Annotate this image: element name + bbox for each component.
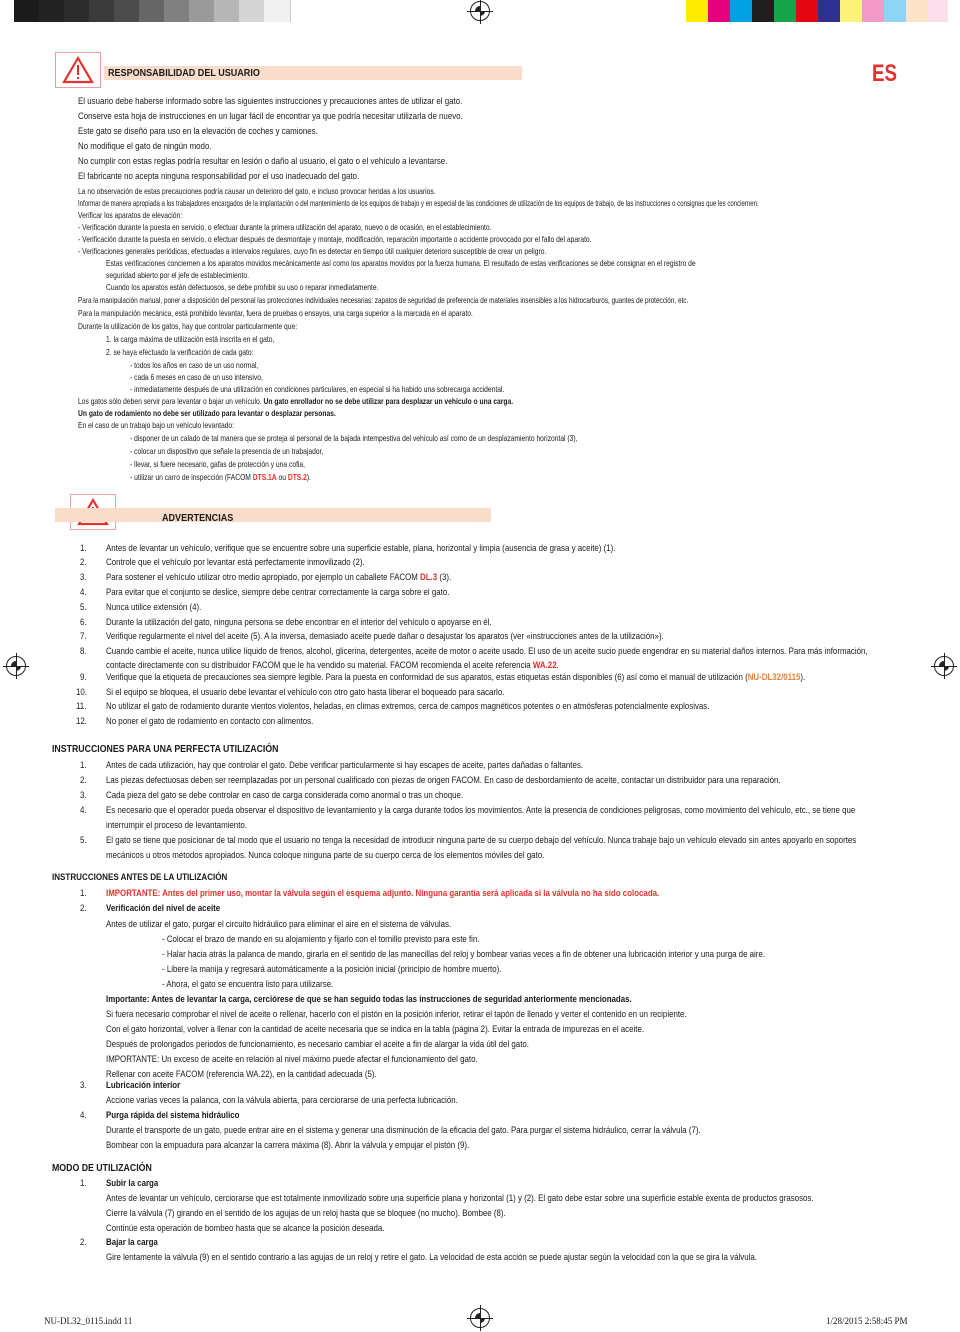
warning-item: Antes de levantar un vehículo, verifique que se encuentre sobre una superficie estable, plana, horizontal y limpia (ausencia de grasa y aceite) (1). [106,543,616,553]
warning-item: Para sostener el vehículo utilizar otro medio apropiado, por ejemplo un caballete FACOM DL.3 (3). [106,572,452,582]
body-line: Gire lentamente la válvula (9) en el sentido contrario a las agujas de un reloj y retire el gato. La velocidad de esta acción se puede ajustar según la velocidad con la que se gira la válvula. [106,1252,757,1262]
intro-line: - llevar, si fuere necesario, gafas de protección y una cofia, [130,460,306,469]
intro-line: - Verificación durante la puesta en servicio, o efectuar durante la primera utilización del aparato, nuevo o de ocasión, en el establecimiento. [78,223,492,232]
list-number: 1. [80,760,87,770]
intro-line: - Verificaciones generales periódicas, efectuadas a intervalos regulares, cuyo fin es detectar en tiempo útil cualquier deterioro susceptible de crear un peligro. [78,247,547,256]
intro-line: Para la manipulación manual, poner a disposición del personal las protecciones individuales necesarias: zapatos de seguridad de preferencia de materiales insensibles a los hidrocarburos, guantes de protección, etc. [78,296,689,305]
warning-item: Verifique que la etiqueta de precauciones sea siempre legible. Para la puesta en conformidad de sus aparatos, estas etiquetas están disponibles (6) así como el manual de utilización (NU-DL32/0115). [106,672,806,682]
section-title-antes: INSTRUCCIONES ANTES DE LA UTILIZACIÓN [52,872,228,883]
intro-line: Durante la utilización de los gatos, hay que controlar particularmente que: [78,322,298,331]
warning-item: Cuando cambie el aceite, nunca utilice líquido de frenos, alcohol, glicerina, detergentes, aceite de motor o aceite usado. El uso de un aceite sucio puede engendrar en su material daños internos. Para más información, [106,646,868,656]
footer-timestamp: 1/28/2015 2:58:45 PM [826,1316,908,1326]
list-number: 3. [80,572,87,582]
intro-line: Un gato de rodamiento no debe ser utilizado para levantar o desplazar personas. [78,409,336,418]
list-number: 6. [80,617,87,627]
intro-line: 2. se haya efectuado la verificación de cada gato: [106,348,254,357]
intro-line: La no observación de estas precauciones podría causar un deterioro del gato, e incluso provocar heridas a los usuarios. [78,187,436,196]
warning-triangle-icon [56,53,100,87]
intro-line: seguridad abierto por el jefe de establecimiento. [106,271,249,280]
intro-line: 1. la carga máxima de utilización está inscrita en el gato, [106,335,275,344]
body-line: Durante el transporte de un gato, puede entrar aire en el sistema y generar una disminución de la eficacia del gato. Para purgar el sistema hidráulico, cerrar la válvula (7). [106,1125,701,1135]
warning-item-continued: contacte directamente con su distribuidor FACOM que le ha vendido su material. FACOM recomienda el aceite referencia WA.22. [106,660,559,670]
intro-line: - colocar un dispositivo que señale la presencia de un trabajador, [130,447,324,456]
body-line: Si fuera necesario comprobar el nivel de aceite o rellenar, hacerlo con el pistón en la posición inferior, retirar el tapón de llenado y verter el contenido en un recipiente. [106,1009,687,1019]
intro-line: No modifique el gato de ningún modo. [78,141,212,151]
body-line: IMPORTANTE: Un exceso de aceite en relación al nivel máximo puede afectar el funcionamiento del gato. [106,1054,478,1064]
list-number: 1. [80,1178,87,1188]
intro-line: Conserve esta hoja de instrucciones en un lugar fácil de encontrar ya que podría necesitar utilizarla de nuevo. [78,111,463,121]
subheading: Lubricación interior [106,1080,181,1090]
body-line: Antes de utilizar el gato, purgar el circuito hidráulico para eliminar el aire en el sistema de válvulas. [106,919,452,929]
footer-filename: NU-DL32_0115.indd 11 [44,1316,133,1326]
intro-line: - cada 6 meses en caso de un uso intensivo, [130,373,263,382]
list-number: 4. [80,587,87,597]
list-number: 2. [80,1237,87,1247]
list-number: 8. [80,646,87,656]
warning-item: Si el equipo se bloquea, el usuario debe levantar el vehículo con otro gato hasta liberar el boqueado para sacarlo. [106,687,505,697]
language-badge: ES [872,60,897,87]
list-number: 7. [80,631,87,641]
intro-line: Para la manipulación mecánica, está prohibido levantar, fuera de pruebas o ensayos, una carga superior a la marcada en el aparato. [78,309,473,318]
warning-item: Durante la utilización del gato, ninguna persona se debe encontrar en el interior del vehículo o apoyarse en él. [106,617,492,627]
body-line: Accione varias veces la palanca, con la válvula abierta, para cerciorarse de una perfecta lubricación. [106,1095,458,1105]
grayscale-calibration-bar [14,0,290,22]
warning-item: No poner el gato de rodamiento en contacto con alimentos. [106,716,314,726]
registration-mark-top [470,1,490,21]
list-number: 2. [80,557,87,567]
list-number: 10. [76,687,87,697]
subheading: Purga rápida del sistema hidráulico [106,1110,240,1120]
list-number: 1. [80,888,87,898]
intro-line: - utilizar un carro de inspección (FACOM DTS.1A ou DTS.2). [130,473,312,482]
intro-line: Estas verificaciones conciernen a los aparatos movidos mecánicamente así como los aparatos movidos por la fuerza humana. El resultado de estas verificaciones se debe consignar en el registro de [106,259,696,268]
body-line: Rellenar con aceite FACOM (referencia WA.22), en la cantidad adecuada (5). [106,1069,377,1079]
section-header-bar [55,508,491,522]
body-line: Antes de levantar un vehículo, cerciorarse que est totalmente inmovilizado sobre una superficie plana y horizontal (1) y (2). El gato debe estar sobre una superficie estable exenta de productos grasosos. [106,1193,814,1203]
warning-item: Controle que el vehículo por levantar está perfectamente inmovilizado (2). [106,557,365,567]
warning-item: Para evitar que el conjunto se deslice, siempre debe centrar correctamente la carga sobre el gato. [106,587,450,597]
list-number: 2. [80,775,87,785]
important-notice: IMPORTANTE: Antes del primer uso, montar la válvula según el esquema adjunto. Ninguna garantía será aplicada si la válvula no ha sido colocada. [106,888,660,898]
warning-item: Nunca utilice extensión (4). [106,602,202,612]
intro-line: El fabricante no acepta ninguna responsabilidad por el uso inadecuado del gato. [78,171,360,181]
list-number: 1. [80,543,87,553]
section-title-modo: MODO DE UTILIZACIÓN [52,1163,152,1174]
list-number: 11. [76,701,87,711]
registration-mark-right [934,656,954,676]
registration-mark-left [6,656,26,676]
subheading: Bajar la carga [106,1237,158,1247]
list-number: 9. [80,672,87,682]
list-number: 4. [80,805,87,815]
body-line: Bombear con la empuadura para alcanzar la carrera máxima (8). Abrir la válvula y empujar el pistón (9). [106,1140,470,1150]
perfect-item: interrumpir el proceso de levantamiento. [106,820,247,830]
subheading: Verificación del nivel de aceite [106,903,221,913]
body-line: Con el gato horizontal, volver a llenar con la cantidad de aceite necesaria que se indica en la tabla (página 2). Evitar la entrada de impurezas en el aceite. [106,1024,645,1034]
intro-line: En el caso de un trabajo bajo un vehículo levantado: [78,421,235,430]
intro-line: Informar de manera apropiada a los trabajadores encargados de la implantación o del mantenimiento de los equipos de trabajo y en especial de las condiciones de utilización de los equipos de trabajo, de las instrucciones o consignas que les conciernen. [78,199,759,208]
body-line: - Colocar el brazo de mando en su alojamiento y fijarlo con el tornillo previsto para este fin. [162,934,480,944]
warning-item: No utilizar el gato de rodamiento durante vientos violentos, heladas, en climas extremos, cerca de campos magnéticos potentes o en atmósferas potencialmente explosivas. [106,701,710,711]
intro-line: Verificar los aparatos de elevación: [78,211,183,220]
intro-line: - disponer de un calado de tal manera que se proteja al personal de la bajada intempestiva del vehículo así como de un desplazamiento horizontal (3), [130,434,578,443]
section-title-responsabilidad: RESPONSABILIDAD DEL USUARIO [108,67,260,79]
intro-line: No cumplir con estas reglas podría resultar en lesión o daño al usuario, el gato o el vehículo a levantarse. [78,156,448,166]
body-line: Continúe esta operación de bombeo hasta que se alcance la posición deseada. [106,1223,385,1233]
body-line: - Halar hacia atrás la palanca de mando, girarla en el sentido de las manecillas del reloj y bombear varias veces a fin de obtener una lubricación interior y una purga de aire. [162,949,766,959]
body-line: - Ahora, el gato se encuentra listo para utilizarse. [162,979,334,989]
intro-line: - todos los años en caso de un uso normal, [130,361,259,370]
warning-item: Verifique regularmente el nivel del aceite (5). A la inversa, demasiado aceite puede dañar o desajustar los aparatos (ver «instrucciones antes de la utilización»). [106,631,664,641]
perfect-item: mecánicos u otros métodos apropiados. Nunca coloque ninguna parte de su cuerpo cerca de los elementos móviles del gato. [106,850,545,860]
body-line: - Libere la manija y regresará automáticamente a la posición inicial (principio de hombre muerto). [162,964,502,974]
intro-line: Cuando los aparatos están defectuosos, se debe prohibir su uso o reparar inmediatamente. [106,283,379,292]
perfect-item: Las piezas defectuosas deben ser reemplazadas por un personal cualificado con piezas de origen FACOM. En caso de desbordamiento de aceite, contactar un distribuidor para una reparación. [106,775,781,785]
list-number: 3. [80,1080,87,1090]
section-title-perfecta: INSTRUCCIONES PARA UNA PERFECTA UTILIZACIÓN [52,744,279,755]
perfect-item: Antes de cada utilización, hay que controlar el gato. Debe verificar particularmente si hay escapes de aceite, partes dañadas o faltantes. [106,760,583,770]
perfect-item: Es necesario que el operador pueda observar el dispositivo de levantamiento y la carga durante todos los movimientos. Ante la presencia de condiciones peligrosas, como movimiento del vehículo, etc., se tiene que [106,805,856,815]
perfect-item: El gato se tiene que posicionar de tal modo que el usuario no tenga la necesidad de introducir ninguna parte de su cuerpo debajo del vehículo. Nunca trabaje bajo un vehículo elevado sin antes apoyarlo en soportes [106,835,857,845]
body-line: Después de prolongados periodos de funcionamiento, es necesario cambiar el aceite a fin de alargar la vida útil del gato. [106,1039,529,1049]
list-number: 12. [76,716,87,726]
warning-icon-box [55,52,101,88]
list-number: 2. [80,903,87,913]
section-title-advertencias: ADVERTENCIAS [162,512,234,524]
color-calibration-bar [686,0,948,22]
intro-line: El usuario debe haberse informado sobre las siguientes instrucciones y precauciones antes de utilizar el gato. [78,96,463,106]
subheading: Subir la carga [106,1178,159,1188]
intro-line: - Verificación durante la puesta en servicio, o efectuar después de desmontaje y montaje, modificación, reparación importante o accidente provocado por el fallo del aparato. [78,235,592,244]
list-number: 4. [80,1110,87,1120]
perfect-item: Cada pieza del gato se debe controlar en caso de carga considerada como anormal o tras un choque. [106,790,464,800]
registration-mark-bottom [470,1308,490,1328]
list-number: 5. [80,602,87,612]
intro-line: - inmediatamente después de una utilización en condiciones particulares, en especial si ha habido una sobrecarga accidental. [130,385,505,394]
intro-line: Este gato se diseñó para uso en la elevación de coches y camiones. [78,126,318,136]
list-number: 3. [80,790,87,800]
body-line: Importante: Antes de levantar la carga, cerciórese de que se han seguido todas las instrucciones de seguridad anteriormente mencionadas. [106,994,632,1004]
intro-line: Los gatos sólo deben servir para levantar o bajar un vehículo. Un gato enrollador no se debe utilizar para desplazar un vehículo o una carga. [78,397,514,406]
body-line: Cierre la válvula (7) girando en el sentido de los agujas de un reloj hasta que se bloquee (no mucho). Bombee (8). [106,1208,506,1218]
list-number: 5. [80,835,87,845]
